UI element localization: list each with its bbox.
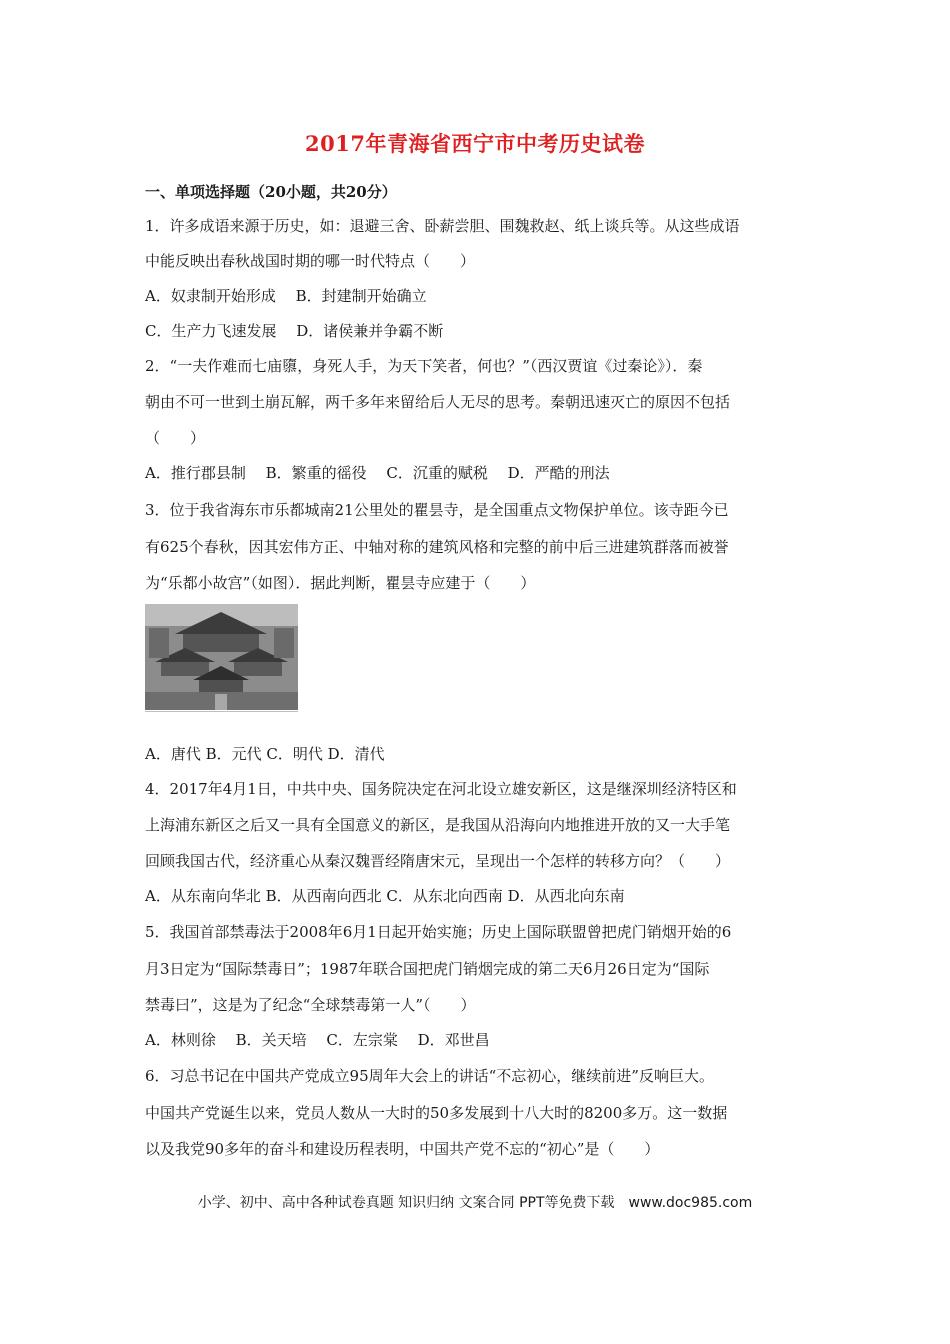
question-6-line-2: 中国共产党诞生以来，党员人数从一大时的50多发展到十八大时的8200多万。这一数据 <box>145 1104 728 1122</box>
question-2-line-3: （ ） <box>145 429 206 447</box>
question-2-line-1: 2．“一夫作难而七庙隳，身死人手，为天下笑者，何也？”（西汉贾谊《过秦论》）．秦 <box>145 357 703 375</box>
question-3-options: A．唐代 B．元代 C．明代 D．清代 <box>145 745 385 763</box>
temple-photo-image <box>145 604 298 710</box>
page-footer: 小学、初中、高中各种试卷真题 知识归纳 文案合同 PPT等免费下载 www.doc985.com <box>197 1195 753 1211</box>
question-1-line-1: 1．许多成语来源于历史，如：退避三舍、卧薪尝胆、围魏救赵、纸上谈兵等。从这些成语 <box>145 217 740 235</box>
question-4-line-3: 回顾我国古代，经济重心从秦汉魏晋经隋唐宋元，呈现出一个怎样的转移方向？（ ） <box>145 852 731 870</box>
question-5-line-2: 月3日定为“国际禁毒日”；1987年联合国把虎门销烟完成的第二天6月26日定为“国际 <box>145 960 710 978</box>
photo-divider <box>145 711 298 712</box>
question-5-line-3: 禁毒曰”，这是为了纪念“全球禁毒第一人”（ ） <box>145 996 476 1014</box>
question-2-options: A．推行郡县制 B．繁重的徭役 C．沉重的赋税 D．严酷的刑法 <box>145 464 610 482</box>
question-1-options-cd: C．生产力飞速发展 D．诸侯兼并争霸不断 <box>145 322 444 340</box>
question-1-options-ab: A．奴隶制开始形成 B．封建制开始确立 <box>145 287 427 305</box>
question-5-line-1: 5．我国首部禁毒法于2008年6月1日起开始实施；历史上国际联盟曾把虎门销烟开始的6 <box>145 923 732 941</box>
question-4-line-2: 上海浦东新区之后又一具有全国意义的新区，是我国从沿海向内地推进开放的又一大手笔 <box>145 816 731 834</box>
question-1-line-2: 中能反映出春秋战国时期的哪一时代特点（ ） <box>145 252 476 270</box>
question-3-line-3: 为“乐都小故宫”（如图）．据此判断，瞿昙寺应建于（ ） <box>145 574 536 592</box>
page-title: 2017年青海省西宁市中考历史试卷 <box>305 131 645 156</box>
question-4-options: A．从东南向华北 B．从西南向西北 C．从东北向西南 D．从西北向东南 <box>145 887 625 905</box>
question-5-options: A．林则徐 B．关天培 C．左宗棠 D．邓世昌 <box>145 1031 490 1049</box>
question-6-line-1: 6．习总书记在中国共产党成立95周年大会上的讲话“不忘初心，继续前进”反响巨大。 <box>145 1067 714 1085</box>
question-2-line-2: 朝由不可一世到土崩瓦解，两千多年来留给后人无尽的思考。秦朝迅速灭亡的原因不包括 <box>145 393 731 411</box>
section-heading: 一、单项选择题（20小题，共20分） <box>145 183 397 201</box>
question-3-line-1: 3．位于我省海东市乐都城南21公里处的瞿昙寺，是全国重点文物保护单位。该寺距今已 <box>145 501 729 519</box>
temple-photo <box>145 604 298 710</box>
question-6-line-3: 以及我党90多年的奋斗和建设历程表明，中国共产党不忘的“初心”是（ ） <box>145 1140 660 1158</box>
question-3-line-2: 有625个春秋，因其宏伟方正、中轴对称的建筑风格和完整的前中后三进建筑群落而被誉 <box>145 538 729 556</box>
question-4-line-1: 4．2017年4月1日，中共中央、国务院决定在河北设立雄安新区，这是继深圳经济特区和 <box>145 780 737 798</box>
